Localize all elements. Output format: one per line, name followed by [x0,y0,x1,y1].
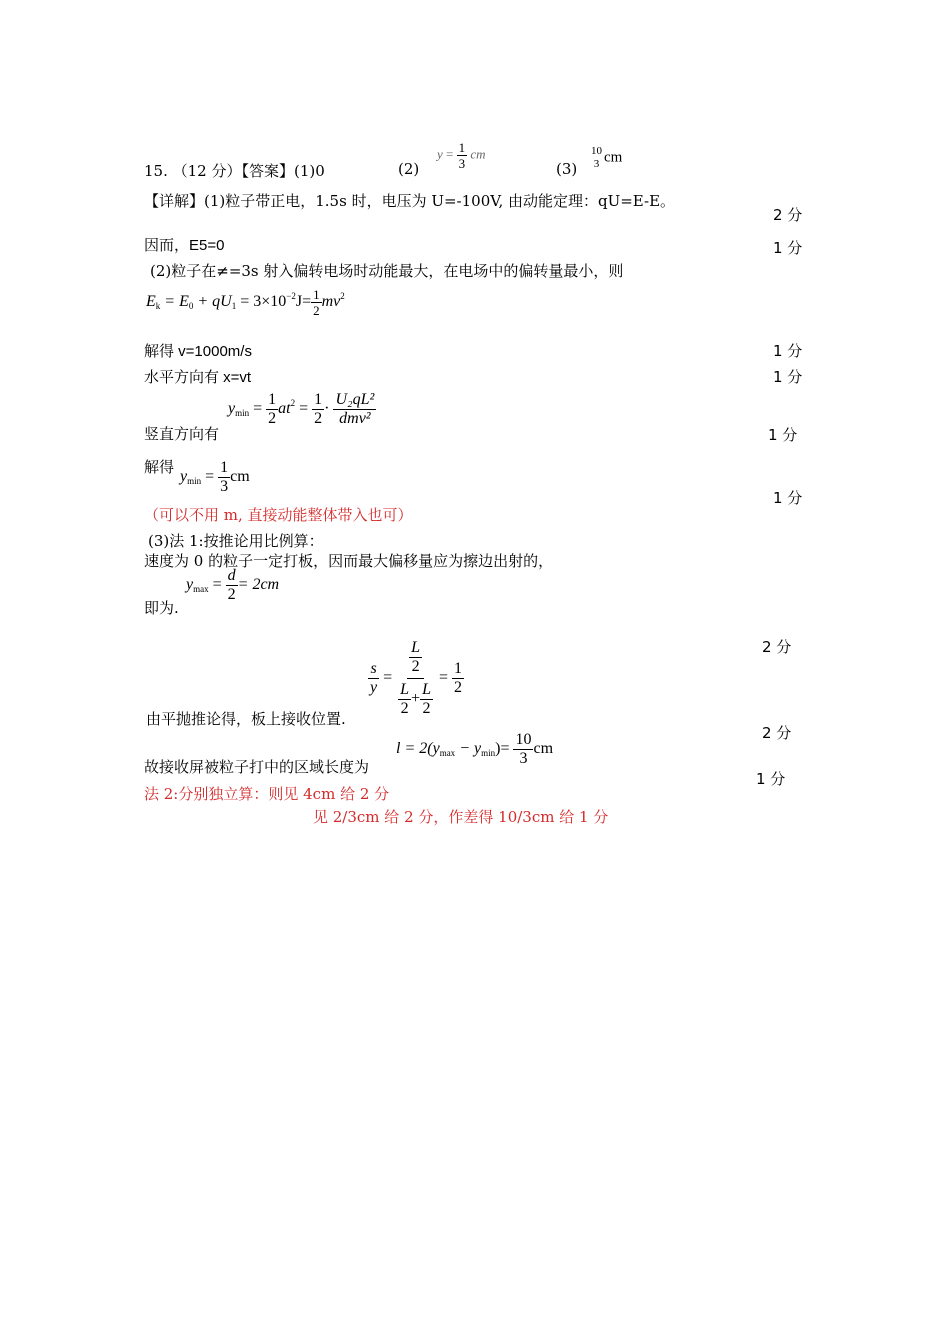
solve-y-label: 解得 [144,458,175,476]
pingpao-line: 由平抛推论得，板上接收位置. [146,710,346,728]
num: 1 [458,140,466,155]
num: d [227,567,236,584]
minus: − y [455,740,482,758]
score-4: 1 分 [773,368,803,386]
joule: J= [295,293,312,311]
sub-min: min [235,408,250,419]
ratio-equation [368,640,464,717]
score-1: 2 分 [773,206,803,224]
num: U₂qL² [335,391,375,408]
den: 2 [411,658,420,675]
score-3: 1 分 [773,342,803,360]
b1 [398,682,411,717]
fraction [218,460,230,495]
top-frac [409,640,422,675]
den: 3 [593,158,600,170]
num: 1 [220,459,229,476]
y-max-equation [186,568,279,603]
sub-k: k [155,301,161,312]
eq: = [383,669,393,687]
answer-1-label: (1) [294,162,316,180]
sub-max: max [439,748,456,759]
compound-fraction [396,640,435,717]
plus: + [411,690,421,708]
detail-line-3: (2)粒子在≠=3s 射入偏转电场时动能最大，在电场中的偏转量最小，则 [150,262,624,280]
value: = 3×10 [240,293,287,311]
sub-min: min [481,748,496,759]
num: 1 [313,287,320,302]
result [452,661,464,696]
solve-v: 解得 v=1000m/s [144,343,252,360]
answer-tag: 【答案】 [241,162,295,180]
method-2-line2: 见 2/3cm 给 2 分，作差得 10/3cm 给 1 分 [313,808,609,826]
detail-line-1: 【详解】(1)粒子带正电，1.5s 时，电压为 U=-100V, 由动能定理：qU=E-E。 [144,192,676,210]
num: 10 [515,731,532,748]
den: 2 [422,700,431,717]
e0: = E [164,293,189,311]
unit: cm [470,146,486,162]
den: 2 [313,303,320,318]
l: l [396,740,401,758]
half [311,288,322,317]
sub-max: max [193,584,209,595]
y: y [180,468,188,486]
num: 1 [314,391,323,408]
answer-3-label: (3) [556,160,578,178]
sub-1: 1 [231,301,237,312]
number: 15. [144,162,168,180]
sq: 2 [290,398,296,409]
sq: 2 [340,291,345,302]
unit: cm [533,740,554,758]
dot: · [324,400,330,418]
bottom [396,679,435,717]
score-8: 2 分 [762,724,792,742]
b2 [420,682,433,717]
part3-line: (3)法 1:按推论用比例算： [148,532,324,550]
vertical-label: 竖直方向有 [144,425,220,443]
eq: = [205,468,215,486]
eq: = [212,576,222,594]
den: 3 [519,750,528,767]
sub-0: 0 [188,301,194,312]
num: L [422,681,431,698]
method-2: 法 2:分别独立算：则见 4cm 给 2 分 [144,785,390,803]
answer-2-formula [437,141,486,170]
den: 2 [400,700,409,717]
den: 3 [458,156,466,171]
den: 2 [227,586,236,603]
main-fraction [333,392,376,427]
den: dmv² [339,410,371,427]
question-number [144,160,325,181]
score-6: 1 分 [773,489,803,507]
detail-line-2: 因而，E5=0 [144,237,225,254]
num: L [411,639,421,656]
score-2: 1 分 [773,239,803,257]
close: )= [495,740,510,758]
mv: mv [321,293,341,311]
den: 2 [268,410,277,427]
num: s [370,660,377,677]
jiwei-label: 即为. [144,599,179,617]
half [266,392,278,427]
fraction [226,568,238,603]
s-over-y [368,661,379,696]
y: y [228,400,236,418]
answer-2 [398,160,419,178]
length-line: 故接收屏被粒子打中的区域长度为 [144,758,370,776]
tail: = 2cm [237,576,280,594]
eq2: = [438,669,449,687]
unit: cm [230,468,250,486]
num: L [400,681,410,698]
den: y [370,679,378,696]
exponent: −2 [286,291,296,302]
fraction [589,146,604,170]
answer-1-value: 0 [315,162,325,180]
num: 1 [454,660,463,677]
eq: = [446,146,454,162]
mid: = 2(y [404,740,440,758]
y-min-equation [180,460,250,495]
score-9: 1 分 [756,770,786,788]
num: 10 [591,145,602,157]
unit: cm [604,149,623,166]
den: 2 [454,679,463,696]
answer-3 [556,160,577,178]
eq2: = [299,400,309,418]
points: （12 分） [172,162,242,180]
top [407,640,424,679]
part3-line2: 速度为 0 的粒子一定打板，因而最大偏移量应为擦边出射的， [144,552,554,570]
fraction [457,141,468,170]
half-2 [312,392,324,427]
fraction [513,732,533,767]
den: 2 [314,410,323,427]
sub-min: min [187,476,202,487]
score-7: 2 分 [762,638,792,656]
horizontal: 水平方向有 x=vt [144,369,252,386]
e-symbol: E [146,293,156,311]
num: 1 [268,391,277,408]
y: y [186,576,194,594]
length-equation [396,732,553,767]
var-y: y [437,146,443,162]
score-5: 1 分 [768,426,798,444]
qu: + qU [197,293,232,311]
answer-2-label: (2) [398,160,420,178]
den: 3 [220,478,229,495]
eq: = [253,400,263,418]
answer-3-formula [589,146,622,170]
at: at [278,400,291,418]
vertical-equation [228,392,376,427]
note-red: （可以不用 m, 直接动能整体带入也可） [144,506,413,524]
energy-equation [146,288,345,317]
